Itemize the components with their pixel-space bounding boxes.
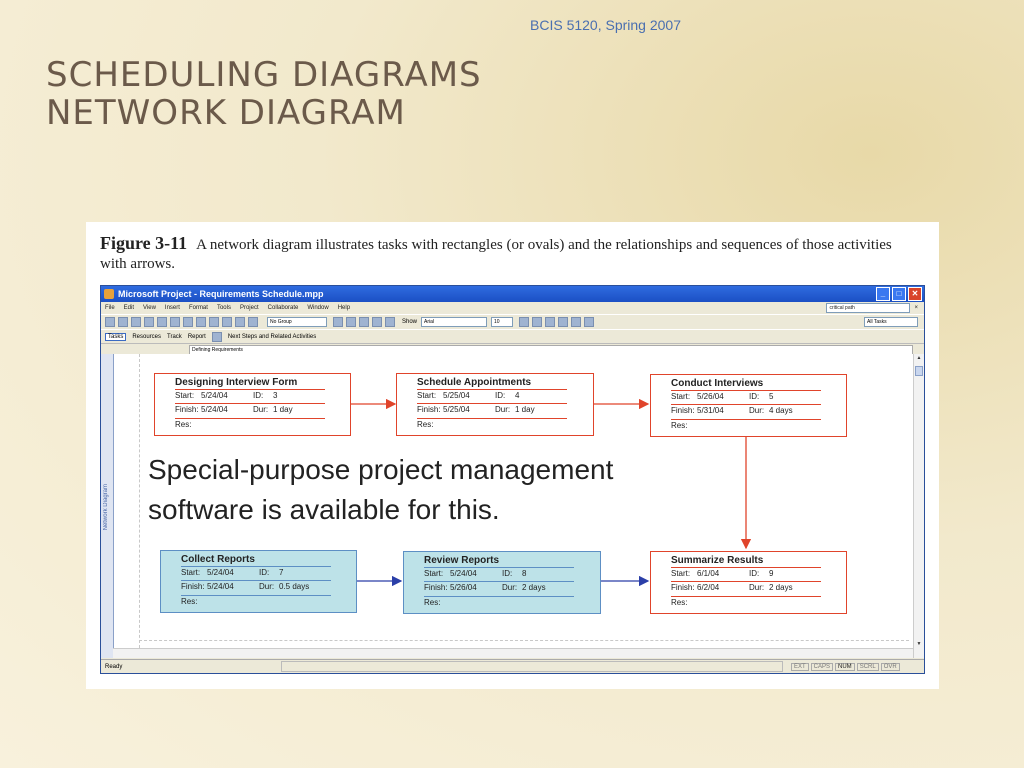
- res-label: Res:: [175, 420, 192, 429]
- task-node[interactable]: [403, 551, 601, 614]
- task-info-icon[interactable]: [248, 317, 258, 327]
- paste-icon[interactable]: [196, 317, 206, 327]
- copy-icon[interactable]: [183, 317, 193, 327]
- outdent-icon[interactable]: [372, 317, 382, 327]
- start-label: Start:: [417, 391, 437, 400]
- task-name: Summarize Results: [671, 555, 764, 566]
- guide-tasks-button[interactable]: Tasks: [105, 333, 126, 341]
- task-name: Designing Interview Form: [175, 377, 298, 388]
- menu-tools[interactable]: Tools: [216, 305, 231, 311]
- caption-text: A network diagram illustrates tasks with rectangles (or ovals) and the relationships and sequences of those activities with arrows.: [100, 237, 892, 272]
- page-break-vertical: [139, 354, 140, 658]
- start-value: 5/24/04: [450, 569, 477, 578]
- task-node[interactable]: [650, 551, 847, 614]
- dur-label: Dur:: [502, 583, 518, 592]
- goto-task-icon[interactable]: [359, 317, 369, 327]
- node-row-finish: [417, 403, 567, 414]
- node-row-res: [671, 596, 821, 607]
- id-value: 7: [279, 568, 284, 577]
- view-label: Network Diagram: [103, 484, 109, 531]
- id-label: ID:: [502, 569, 513, 578]
- start-value: 5/24/04: [201, 391, 228, 400]
- unlink-icon[interactable]: [235, 317, 245, 327]
- task-name: Conduct Interviews: [671, 378, 764, 389]
- guide-report-button[interactable]: Report: [187, 333, 206, 340]
- overlay-text: [148, 450, 613, 530]
- dur-value: 1 day: [515, 405, 535, 414]
- id-value: 4: [515, 391, 520, 400]
- minimize-icon[interactable]: _: [876, 287, 890, 301]
- task-name: Review Reports: [424, 555, 500, 566]
- start-label: Start:: [671, 569, 691, 578]
- dur-label: Dur:: [253, 405, 269, 414]
- view-bar[interactable]: [101, 354, 114, 658]
- start-label: Start:: [181, 568, 201, 577]
- node-row-res: [181, 595, 331, 606]
- finish-label: Finish:: [175, 405, 199, 414]
- status-ovr: OVR: [881, 663, 900, 671]
- finish-value: 5/24/04: [207, 582, 234, 591]
- guide-track-button[interactable]: Track: [167, 333, 182, 340]
- menu-help[interactable]: Help: [337, 305, 351, 311]
- finish-value: 5/24/04: [201, 405, 228, 414]
- guide-toggle-icon[interactable]: [212, 332, 222, 342]
- dur-label: Dur:: [749, 583, 765, 592]
- status-bar: [101, 659, 924, 673]
- menu-format[interactable]: Format: [188, 305, 208, 311]
- menu-insert[interactable]: Insert: [164, 305, 180, 311]
- status-scrl: SCRL: [857, 663, 879, 671]
- next-steps-menu[interactable]: Next Steps and Related Activities: [227, 333, 317, 340]
- preview-icon[interactable]: [157, 317, 167, 327]
- overlay-line-2: software is available for this.: [148, 494, 500, 525]
- standard-toolbar: [101, 314, 924, 329]
- header-text: BCIS 5120, Spring 2007: [530, 17, 681, 33]
- start-label: Start:: [175, 391, 195, 400]
- task-node[interactable]: [154, 373, 351, 436]
- menu-window[interactable]: Window: [307, 305, 329, 311]
- finish-value: 5/26/04: [450, 583, 477, 592]
- filter-select[interactable]: All Tasks: [864, 317, 918, 327]
- doc-close-icon[interactable]: ×: [914, 305, 918, 311]
- status-caps: CAPS: [811, 663, 833, 671]
- project-guide-bar: [101, 329, 924, 343]
- dur-value: 2 days: [769, 583, 793, 592]
- indent-icon[interactable]: [385, 317, 395, 327]
- horizontal-scrollbar[interactable]: [113, 648, 913, 658]
- task-name: Collect Reports: [181, 554, 255, 565]
- finish-label: Finish:: [424, 583, 448, 592]
- start-value: 5/26/04: [697, 392, 724, 401]
- id-label: ID:: [749, 392, 760, 401]
- res-label: Res:: [424, 598, 441, 607]
- menu-bar: [101, 302, 924, 314]
- scroll-thumb[interactable]: [915, 366, 923, 376]
- dur-value: 2 days: [522, 583, 546, 592]
- node-row-res: [417, 418, 567, 429]
- entry-field[interactable]: Defining Requirements: [189, 345, 913, 355]
- new-icon[interactable]: [105, 317, 115, 327]
- figure-number: Figure 3-11: [100, 233, 188, 253]
- scroll-down-icon[interactable]: ▼: [916, 641, 922, 647]
- id-value: 8: [522, 569, 527, 578]
- status-field: [281, 661, 783, 672]
- status-ready: Ready: [105, 663, 123, 670]
- title-line-2: NETWORK DIAGRAM: [46, 93, 406, 133]
- page-break-horizontal: [139, 640, 909, 641]
- close-icon[interactable]: ✕: [908, 287, 922, 301]
- res-label: Res:: [671, 421, 688, 430]
- start-value: 6/1/04: [697, 569, 720, 578]
- task-node[interactable]: [396, 373, 594, 436]
- zoom-out-icon[interactable]: [346, 317, 356, 327]
- node-row-finish: [175, 403, 325, 414]
- task-node[interactable]: [650, 374, 847, 437]
- align-left-icon[interactable]: [558, 317, 568, 327]
- node-row-finish: [424, 581, 574, 592]
- node-row-finish: [671, 581, 821, 592]
- id-label: ID:: [749, 569, 760, 578]
- id-value: 3: [273, 391, 278, 400]
- id-label: ID:: [495, 391, 506, 400]
- node-row-start: [175, 389, 325, 400]
- guide-resources-button[interactable]: Resources: [132, 333, 162, 340]
- vertical-scrollbar[interactable]: [913, 354, 924, 658]
- help-search-input[interactable]: critical path: [826, 303, 910, 313]
- font-size-select[interactable]: 10: [491, 317, 513, 327]
- node-row-start: [671, 567, 821, 578]
- window-controls: [876, 287, 924, 301]
- underline-icon[interactable]: [545, 317, 555, 327]
- align-right-icon[interactable]: [584, 317, 594, 327]
- res-label: Res:: [181, 597, 198, 606]
- res-label: Res:: [671, 598, 688, 607]
- maximize-icon[interactable]: □: [892, 287, 906, 301]
- scroll-up-icon[interactable]: ▲: [916, 355, 922, 361]
- undo-icon[interactable]: [209, 317, 219, 327]
- show-menu[interactable]: Show: [402, 319, 418, 325]
- title-line-1: SCHEDULING DIAGRAMS: [46, 55, 482, 95]
- print-icon[interactable]: [144, 317, 154, 327]
- node-row-start: [181, 566, 331, 577]
- id-value: 9: [769, 569, 774, 578]
- app-icon: [104, 289, 114, 299]
- zoom-in-icon[interactable]: [333, 317, 343, 327]
- window-titlebar[interactable]: [101, 286, 924, 302]
- start-value: 5/25/04: [443, 391, 470, 400]
- save-icon[interactable]: [131, 317, 141, 327]
- menu-file[interactable]: File: [105, 305, 115, 311]
- start-value: 5/24/04: [207, 568, 234, 577]
- status-ext: EXT: [791, 663, 809, 671]
- menu-view[interactable]: View: [143, 305, 156, 311]
- dur-label: Dur:: [495, 405, 511, 414]
- dur-label: Dur:: [259, 582, 275, 591]
- node-row-start: [671, 390, 821, 401]
- menu-collaborate[interactable]: Collaborate: [267, 305, 299, 311]
- finish-value: 6/2/04: [697, 583, 720, 592]
- align-center-icon[interactable]: [571, 317, 581, 327]
- finish-label: Finish:: [671, 406, 695, 415]
- finish-value: 5/25/04: [443, 405, 470, 414]
- open-icon[interactable]: [118, 317, 128, 327]
- window-title: Microsoft Project - Requirements Schedule.mpp: [118, 289, 324, 299]
- node-row-start: [417, 389, 567, 400]
- node-row-finish: [181, 580, 331, 591]
- task-name: Schedule Appointments: [417, 377, 532, 388]
- group-select[interactable]: No Group: [267, 317, 327, 327]
- link-icon[interactable]: [222, 317, 232, 327]
- start-label: Start:: [424, 569, 444, 578]
- figure-caption: [100, 234, 920, 274]
- node-row-start: [424, 567, 574, 578]
- dur-value: 4 days: [769, 406, 793, 415]
- id-label: ID:: [253, 391, 264, 400]
- finish-value: 5/31/04: [697, 406, 724, 415]
- dur-value: 1 day: [273, 405, 293, 414]
- status-num: NUM: [835, 663, 855, 671]
- dur-label: Dur:: [749, 406, 765, 415]
- res-label: Res:: [417, 420, 434, 429]
- node-row-res: [175, 418, 325, 429]
- slide-title: [46, 56, 482, 132]
- italic-icon[interactable]: [532, 317, 542, 327]
- task-node[interactable]: [160, 550, 357, 613]
- menu-project[interactable]: Project: [239, 305, 259, 311]
- id-label: ID:: [259, 568, 270, 577]
- menu-edit[interactable]: Edit: [123, 305, 135, 311]
- finish-label: Finish:: [671, 583, 695, 592]
- node-row-res: [671, 419, 821, 430]
- start-label: Start:: [671, 392, 691, 401]
- bold-icon[interactable]: [519, 317, 529, 327]
- cut-icon[interactable]: [170, 317, 180, 327]
- dur-value: 0.5 days: [279, 582, 310, 591]
- overlay-line-1: Special-purpose project management: [148, 454, 614, 485]
- finish-label: Finish:: [417, 405, 441, 414]
- finish-label: Finish:: [181, 582, 205, 591]
- node-row-res: [424, 596, 574, 607]
- id-value: 5: [769, 392, 774, 401]
- font-select[interactable]: Arial: [421, 317, 487, 327]
- node-row-finish: [671, 404, 821, 415]
